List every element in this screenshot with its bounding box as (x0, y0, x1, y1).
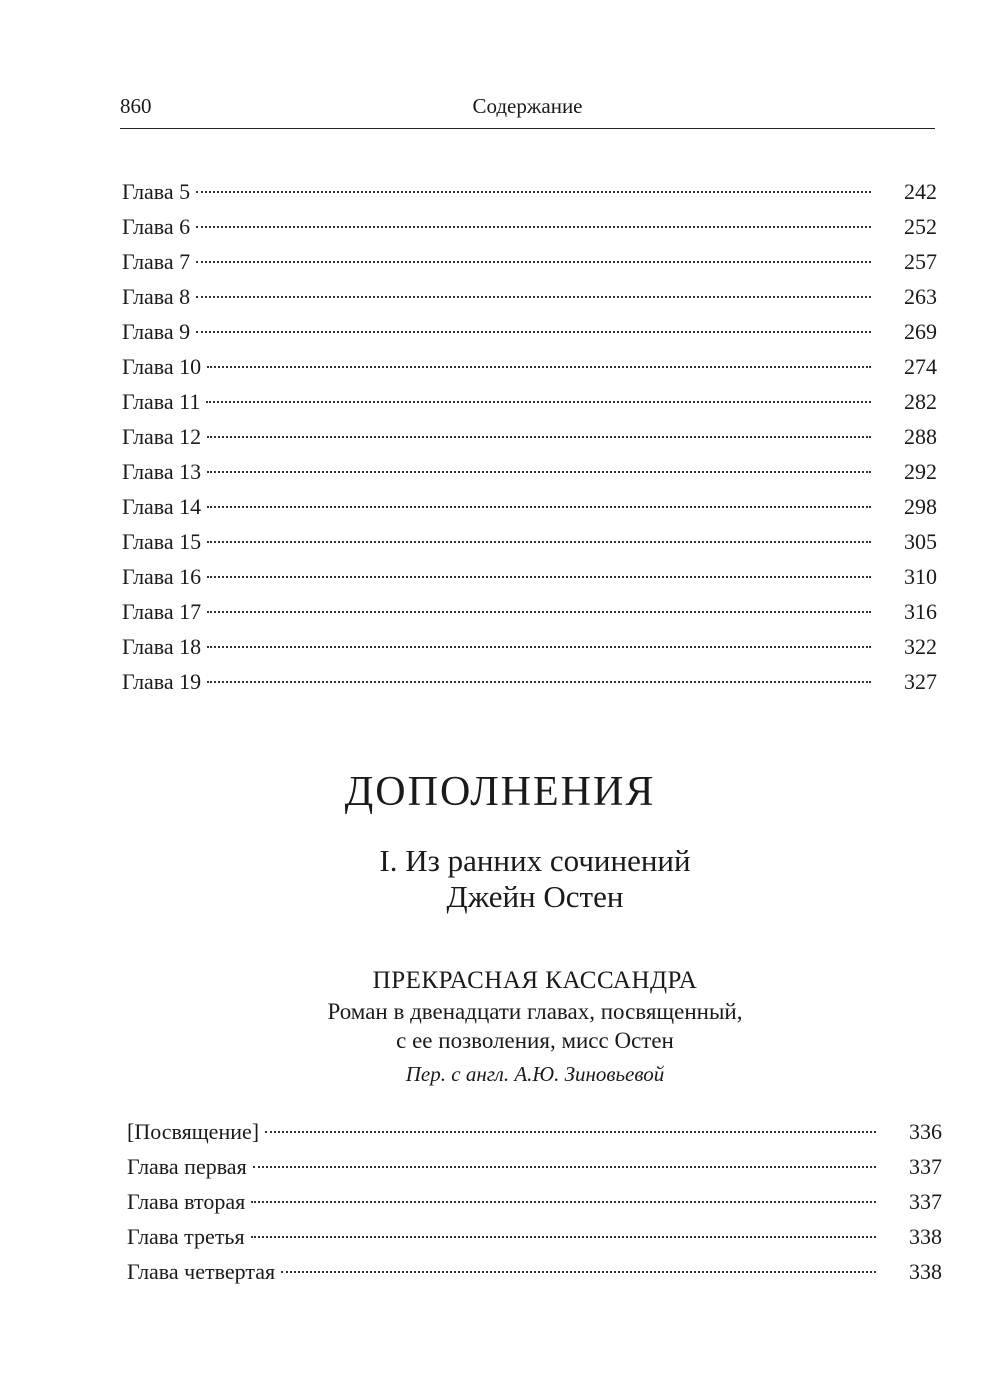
translator-credit: Пер. с англ. А.Ю. Зиновьевой (405, 1062, 665, 1086)
toc-entry (122, 454, 937, 489)
toc-entry-label: Глава 10 (122, 354, 202, 379)
dot-leader (207, 436, 871, 438)
toc-entry (122, 524, 937, 559)
dot-leader (207, 506, 871, 508)
running-header (120, 90, 935, 129)
toc-entry-label: Глава 15 (122, 529, 202, 554)
toc-entry-page: 316 (904, 599, 937, 624)
toc-entry-page: 274 (904, 354, 937, 379)
toc-entry-page: 327 (904, 669, 937, 694)
toc-entry-page: 338 (909, 1224, 942, 1249)
toc-entry-label: Глава 13 (122, 459, 202, 484)
toc-entry-page: 337 (909, 1154, 942, 1179)
toc-entry-page: 288 (904, 424, 937, 449)
toc-entry-label: Глава первая (127, 1154, 247, 1179)
dot-leader (196, 296, 871, 298)
subsection-title-line1: I. Из ранних сочинений (379, 843, 691, 878)
toc-entry-label: Глава вторая (127, 1189, 246, 1214)
toc-entry-page: 310 (904, 564, 937, 589)
toc-entry (122, 629, 937, 664)
toc-entry (127, 1219, 942, 1254)
toc-entry (122, 664, 937, 699)
toc-entry-label: Глава четвертая (127, 1259, 276, 1284)
dot-leader (251, 1201, 876, 1203)
dot-leader (207, 646, 871, 648)
toc-entry-label: Глава 12 (122, 424, 202, 449)
toc-entry (122, 594, 937, 629)
toc-entry (122, 279, 937, 314)
toc-entry-label: Глава 18 (122, 634, 202, 659)
dot-leader (207, 471, 871, 473)
toc-entry (127, 1184, 942, 1219)
toc-entry-page: 292 (904, 459, 937, 484)
dot-leader (251, 1236, 876, 1238)
work-subtitle-line2: с ее позволения, мисс Остен (396, 1028, 674, 1053)
toc-entry (122, 174, 937, 209)
dot-leader (207, 366, 871, 368)
toc-entry-page: 257 (904, 249, 937, 274)
toc-entry (122, 209, 937, 244)
toc-entry-page: 336 (909, 1119, 942, 1144)
dot-leader (196, 261, 871, 263)
toc-entry-label: Глава 8 (122, 284, 191, 309)
toc-entry-label: Глава 16 (122, 564, 202, 589)
dot-leader (265, 1131, 876, 1133)
toc-entry (122, 384, 937, 419)
toc-entry-page: 282 (904, 389, 937, 414)
toc-entry-label: Глава 9 (122, 319, 191, 344)
toc-entry (122, 244, 937, 279)
work-subtitle-line1: Роман в двенадцати главах, посвященный, (327, 999, 743, 1024)
toc-entry-label: Глава 14 (122, 494, 202, 519)
toc-entry-page: 269 (904, 319, 937, 344)
dot-leader (207, 611, 871, 613)
toc-chapters-list (122, 174, 937, 699)
toc-entry (122, 559, 937, 594)
toc-entry-page: 252 (904, 214, 937, 239)
toc-entry (127, 1254, 942, 1289)
page-number: 860 (120, 94, 152, 118)
work-heading (0, 965, 1000, 1093)
dot-leader (253, 1166, 876, 1168)
toc-entry-page: 338 (909, 1259, 942, 1284)
toc-entry-page: 305 (904, 529, 937, 554)
toc-entry-page: 242 (904, 179, 937, 204)
toc-entry-label: Глава 7 (122, 249, 191, 274)
toc-entry-label: Глава 5 (122, 179, 191, 204)
dot-leader (281, 1271, 876, 1273)
running-title: Содержание (472, 94, 583, 118)
dot-leader (207, 576, 871, 578)
toc-entry-page: 263 (904, 284, 937, 309)
toc-entry-label: Глава 6 (122, 214, 191, 239)
dot-leader (207, 681, 871, 683)
subsection-title-line2: Джейн Остен (446, 879, 624, 914)
toc-entry (122, 419, 937, 454)
toc-work-list (127, 1114, 942, 1289)
appendix-title: ДОПОЛНЕНИЯ (344, 769, 656, 815)
toc-entry-page: 337 (909, 1189, 942, 1214)
toc-entry-page: 322 (904, 634, 937, 659)
dot-leader (196, 331, 871, 333)
toc-entry-label: Глава 19 (122, 669, 202, 694)
toc-entry-label: Глава 17 (122, 599, 202, 624)
dot-leader (206, 401, 871, 403)
appendix-subsection-title (0, 843, 1000, 915)
work-title: ПРЕКРАСНАЯ КАССАНДРА (372, 967, 698, 994)
toc-entry-label: Глава 11 (122, 389, 201, 414)
dot-leader (196, 191, 871, 193)
toc-entry (122, 489, 937, 524)
toc-entry-label: [Посвящение] (127, 1119, 260, 1144)
dot-leader (207, 541, 871, 543)
toc-entry (127, 1149, 942, 1184)
toc-entry-page: 298 (904, 494, 937, 519)
toc-entry (127, 1114, 942, 1149)
toc-entry-label: Глава третья (127, 1224, 245, 1249)
toc-entry (122, 314, 937, 349)
toc-entry (122, 349, 937, 384)
dot-leader (196, 226, 871, 228)
